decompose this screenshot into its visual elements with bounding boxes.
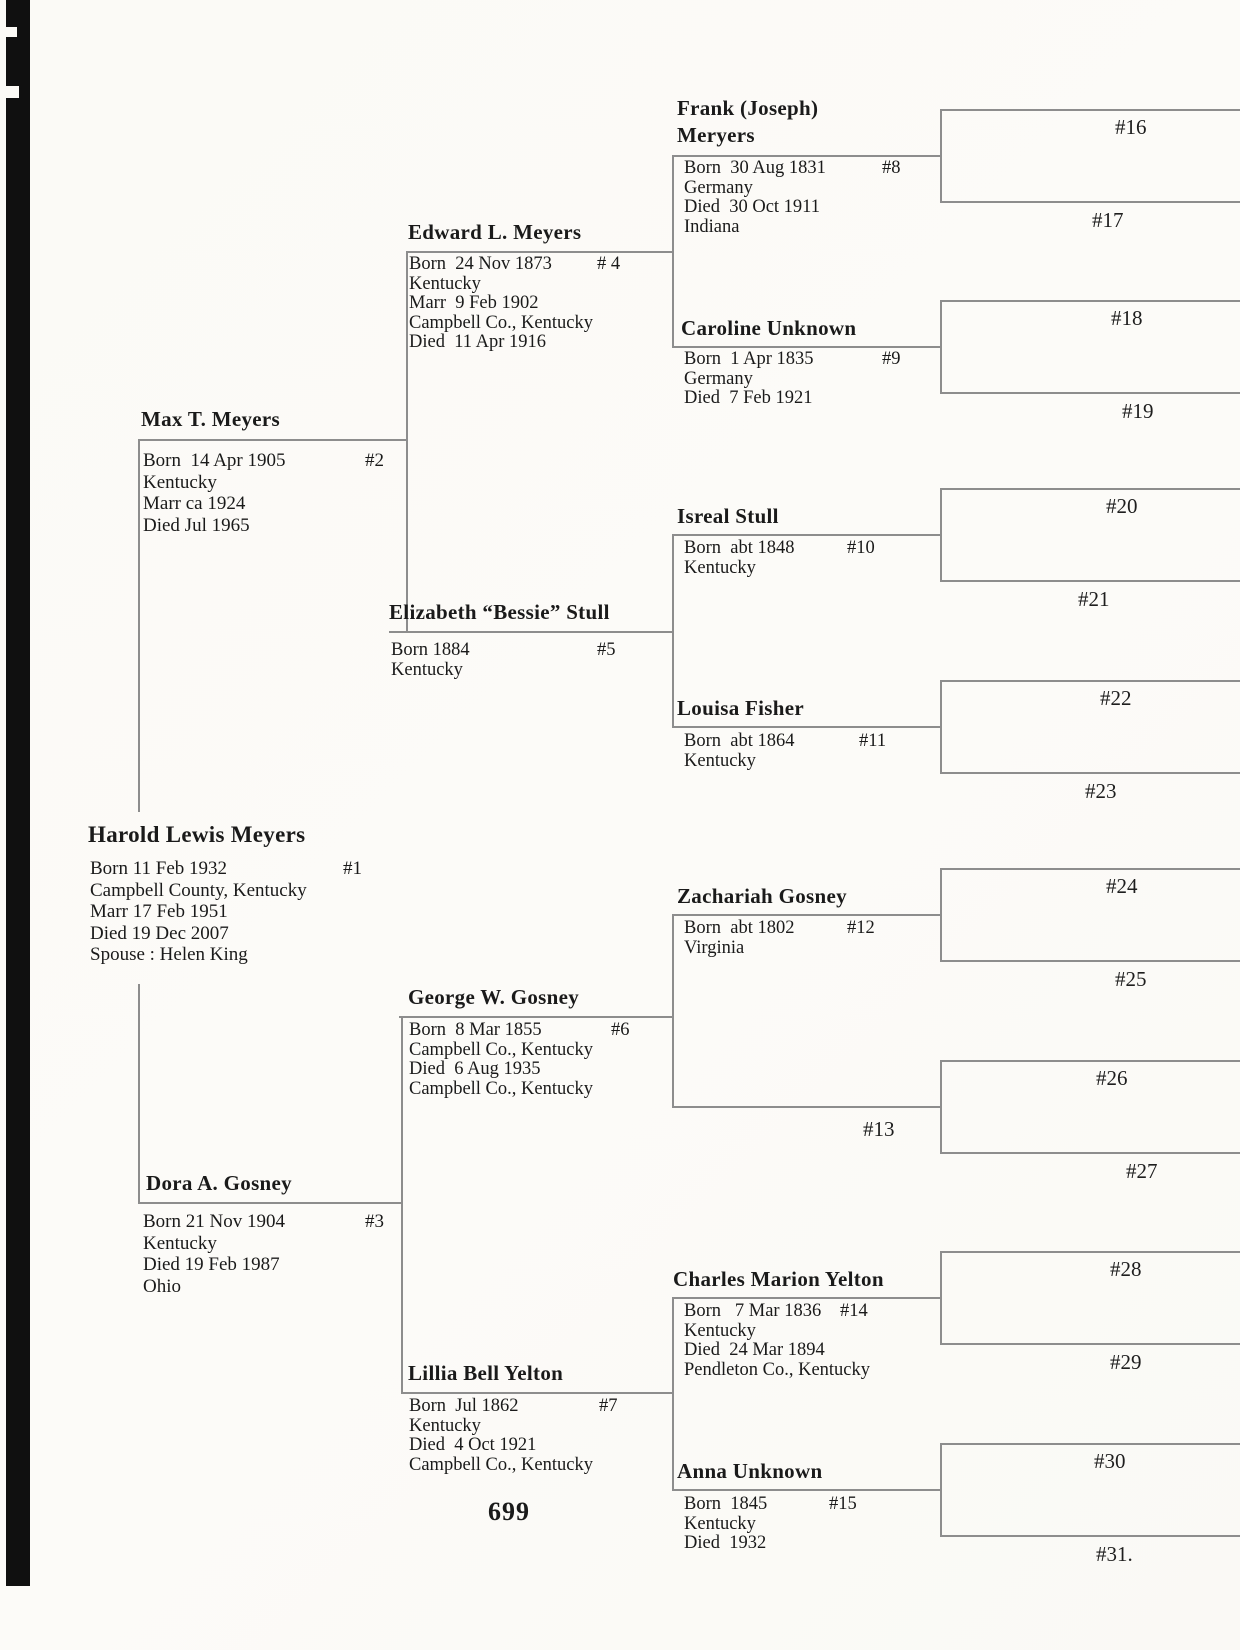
person-details — [684, 1495, 994, 1554]
pedigree-line — [940, 960, 1240, 962]
pedigree-line — [672, 534, 674, 728]
pedigree-line — [672, 1489, 942, 1491]
pedigree-line — [138, 439, 140, 812]
detail-line: Campbell Co., Kentucky — [409, 1454, 593, 1475]
person-details — [90, 858, 400, 966]
person-name: Lillia Bell Yelton — [408, 1361, 564, 1385]
detail-line: Died 11 Apr 1916 — [409, 332, 547, 352]
detail-line: Died 1932 — [684, 1533, 767, 1553]
detail-line: Born 7 Mar 1836 — [684, 1301, 822, 1321]
person-name: Frank (Joseph) — [677, 96, 819, 120]
person-name: Max T. Meyers — [141, 407, 280, 431]
detail-line: Kentucky — [684, 1513, 756, 1534]
person-details — [409, 1021, 719, 1099]
pedigree-line — [940, 1060, 942, 1154]
person-name: George W. Gosney — [408, 985, 580, 1009]
detail-line: Born abt 1864 — [684, 731, 795, 751]
person-name: Harold Lewis Meyers — [88, 822, 306, 847]
pedigree-line — [138, 984, 140, 1204]
person-number: #14 — [840, 1301, 868, 1321]
ancestor-slot-label: #24 — [1106, 874, 1138, 898]
detail-line: Spouse : Helen King — [90, 944, 248, 965]
scan-edge-notch — [6, 27, 17, 37]
pedigree-line — [940, 680, 1240, 682]
person-details — [684, 159, 994, 237]
detail-line: Pendleton Co., Kentucky — [684, 1359, 871, 1380]
pedigree-line — [940, 109, 1240, 111]
person-details — [684, 539, 994, 578]
ancestor-slot-label: #22 — [1100, 686, 1132, 710]
person-name: Edward L. Meyers — [408, 220, 582, 244]
detail-line: Kentucky — [391, 659, 463, 680]
pedigree-line — [138, 1202, 403, 1204]
detail-line: Born abt 1848 — [684, 538, 795, 558]
pedigree-line — [401, 1016, 403, 1394]
scan-edge-notch — [6, 86, 19, 98]
detail-line: Ohio — [143, 1275, 181, 1297]
person-name: Louisa Fisher — [677, 696, 804, 720]
person-details — [143, 1211, 453, 1297]
person-name: Meryers — [677, 123, 755, 147]
detail-line: Born 1845 — [684, 1494, 768, 1514]
person-details — [409, 1397, 719, 1475]
person-number: #3 — [365, 1211, 384, 1232]
pedigree-line — [138, 439, 408, 441]
pedigree-line — [672, 1106, 942, 1108]
ancestor-slot-label: #26 — [1096, 1066, 1128, 1090]
detail-line: Kentucky — [143, 1232, 217, 1254]
detail-line: Marr 9 Feb 1902 — [409, 293, 539, 313]
ancestor-slot-label: #20 — [1106, 494, 1138, 518]
pedigree-line — [401, 1392, 674, 1394]
person-name: Charles Marion Yelton — [673, 1267, 884, 1291]
ancestor-slot-label: #30 — [1094, 1449, 1126, 1473]
detail-line: Indiana — [684, 216, 740, 237]
detail-line: Born 11 Feb 1932 — [90, 858, 228, 879]
pedigree-line — [940, 300, 1240, 302]
ancestor-slot-label: #17 — [1092, 208, 1124, 232]
ancestor-slot-label: #23 — [1085, 779, 1117, 803]
detail-line: Born 1 Apr 1835 — [684, 349, 814, 369]
detail-line: Campbell Co., Kentucky — [409, 1039, 593, 1060]
ancestor-slot-label: #18 — [1111, 306, 1143, 330]
person-details — [143, 450, 453, 536]
person-number: #7 — [599, 1396, 618, 1416]
person-details — [391, 641, 701, 680]
person-name: Zachariah Gosney — [677, 884, 847, 908]
person-details — [684, 919, 994, 958]
pedigree-line — [399, 1016, 674, 1018]
detail-line: Campbell Co., Kentucky — [409, 1078, 593, 1099]
scan-edge-artifact — [6, 0, 30, 1586]
ancestor-slot-label: #25 — [1115, 967, 1147, 991]
pedigree-line — [672, 914, 942, 916]
person-number: #2 — [365, 450, 384, 471]
ancestor-slot-label: #28 — [1110, 1257, 1142, 1281]
pedigree-line — [672, 155, 942, 157]
person-number: #9 — [882, 349, 901, 369]
ancestor-slot-label: #31. — [1096, 1542, 1133, 1566]
person-number: #8 — [882, 158, 901, 178]
ancestor-slot-label: #13 — [863, 1117, 895, 1141]
detail-line: Born abt 1802 — [684, 918, 795, 938]
detail-line: Born 1884 — [391, 640, 470, 660]
detail-line: Died 6 Aug 1935 — [409, 1059, 541, 1079]
person-number: #15 — [829, 1494, 857, 1514]
detail-line: Died 24 Mar 1894 — [684, 1340, 825, 1360]
pedigree-line — [940, 868, 1240, 870]
detail-line: Germany — [684, 177, 753, 198]
detail-line: Died 19 Dec 2007 — [90, 922, 229, 944]
detail-line: Died Jul 1965 — [143, 514, 250, 536]
detail-line: Born 24 Nov 1873 — [409, 254, 552, 274]
person-number: #6 — [611, 1020, 630, 1040]
detail-line: Died 4 Oct 1921 — [409, 1435, 537, 1455]
pedigree-line — [406, 251, 674, 253]
ancestor-slot-label: #29 — [1110, 1350, 1142, 1374]
person-name: Caroline Unknown — [681, 316, 857, 340]
ancestor-slot-label: #27 — [1126, 1159, 1158, 1183]
detail-line: Germany — [684, 368, 753, 389]
pedigree-line — [940, 1060, 1240, 1062]
person-number: #5 — [597, 640, 616, 660]
detail-line: Virginia — [684, 937, 745, 958]
pedigree-line — [406, 251, 408, 633]
person-name: Isreal Stull — [677, 504, 779, 528]
detail-line: Died 7 Feb 1921 — [684, 388, 813, 408]
detail-line: Kentucky — [684, 750, 756, 771]
person-number: #10 — [847, 538, 875, 558]
ancestor-slot-label: #21 — [1078, 587, 1110, 611]
person-name: Dora A. Gosney — [146, 1171, 292, 1195]
person-details — [684, 350, 994, 409]
pedigree-line — [940, 1152, 1240, 1154]
detail-line: Marr 17 Feb 1951 — [90, 901, 228, 922]
pedigree-line — [940, 580, 1240, 582]
detail-line: Kentucky — [684, 557, 756, 578]
detail-line: Campbell Co., Kentucky — [409, 312, 593, 333]
detail-line: Kentucky — [143, 471, 217, 493]
detail-line: Born 14 Apr 1905 — [143, 450, 286, 471]
person-number: #1 — [343, 858, 362, 879]
person-details — [409, 255, 719, 353]
person-details — [684, 732, 994, 771]
person-number: #11 — [859, 731, 887, 751]
pedigree-line — [389, 631, 674, 633]
detail-line: Kentucky — [684, 1320, 756, 1341]
pedigree-line — [672, 726, 942, 728]
detail-line: Born 30 Aug 1831 — [684, 158, 826, 178]
detail-line: Born Jul 1862 — [409, 1396, 519, 1416]
detail-line: Campbell County, Kentucky — [90, 879, 307, 901]
person-number: #12 — [847, 918, 875, 938]
pedigree-line — [672, 1297, 942, 1299]
person-name: Elizabeth “Bessie” Stull — [389, 600, 610, 624]
detail-line: Marr ca 1924 — [143, 493, 246, 514]
page-number: 699 — [488, 1497, 530, 1526]
pedigree-line — [940, 488, 1240, 490]
pedigree-line — [672, 534, 942, 536]
pedigree-line — [940, 1443, 1240, 1445]
detail-line: Kentucky — [409, 273, 481, 294]
detail-line: Born 21 Nov 1904 — [143, 1211, 285, 1232]
pedigree-line — [940, 1251, 1240, 1253]
pedigree-line — [940, 772, 1240, 774]
person-number: # 4 — [597, 254, 621, 274]
detail-line: Died 19 Feb 1987 — [143, 1254, 280, 1275]
detail-line: Born 8 Mar 1855 — [409, 1020, 542, 1040]
person-details — [684, 1302, 994, 1380]
detail-line: Died 30 Oct 1911 — [684, 197, 820, 217]
person-name: Anna Unknown — [677, 1459, 823, 1483]
ancestor-slot-label: #19 — [1122, 399, 1154, 423]
ancestor-slot-label: #16 — [1115, 115, 1147, 139]
detail-line: Kentucky — [409, 1415, 481, 1436]
